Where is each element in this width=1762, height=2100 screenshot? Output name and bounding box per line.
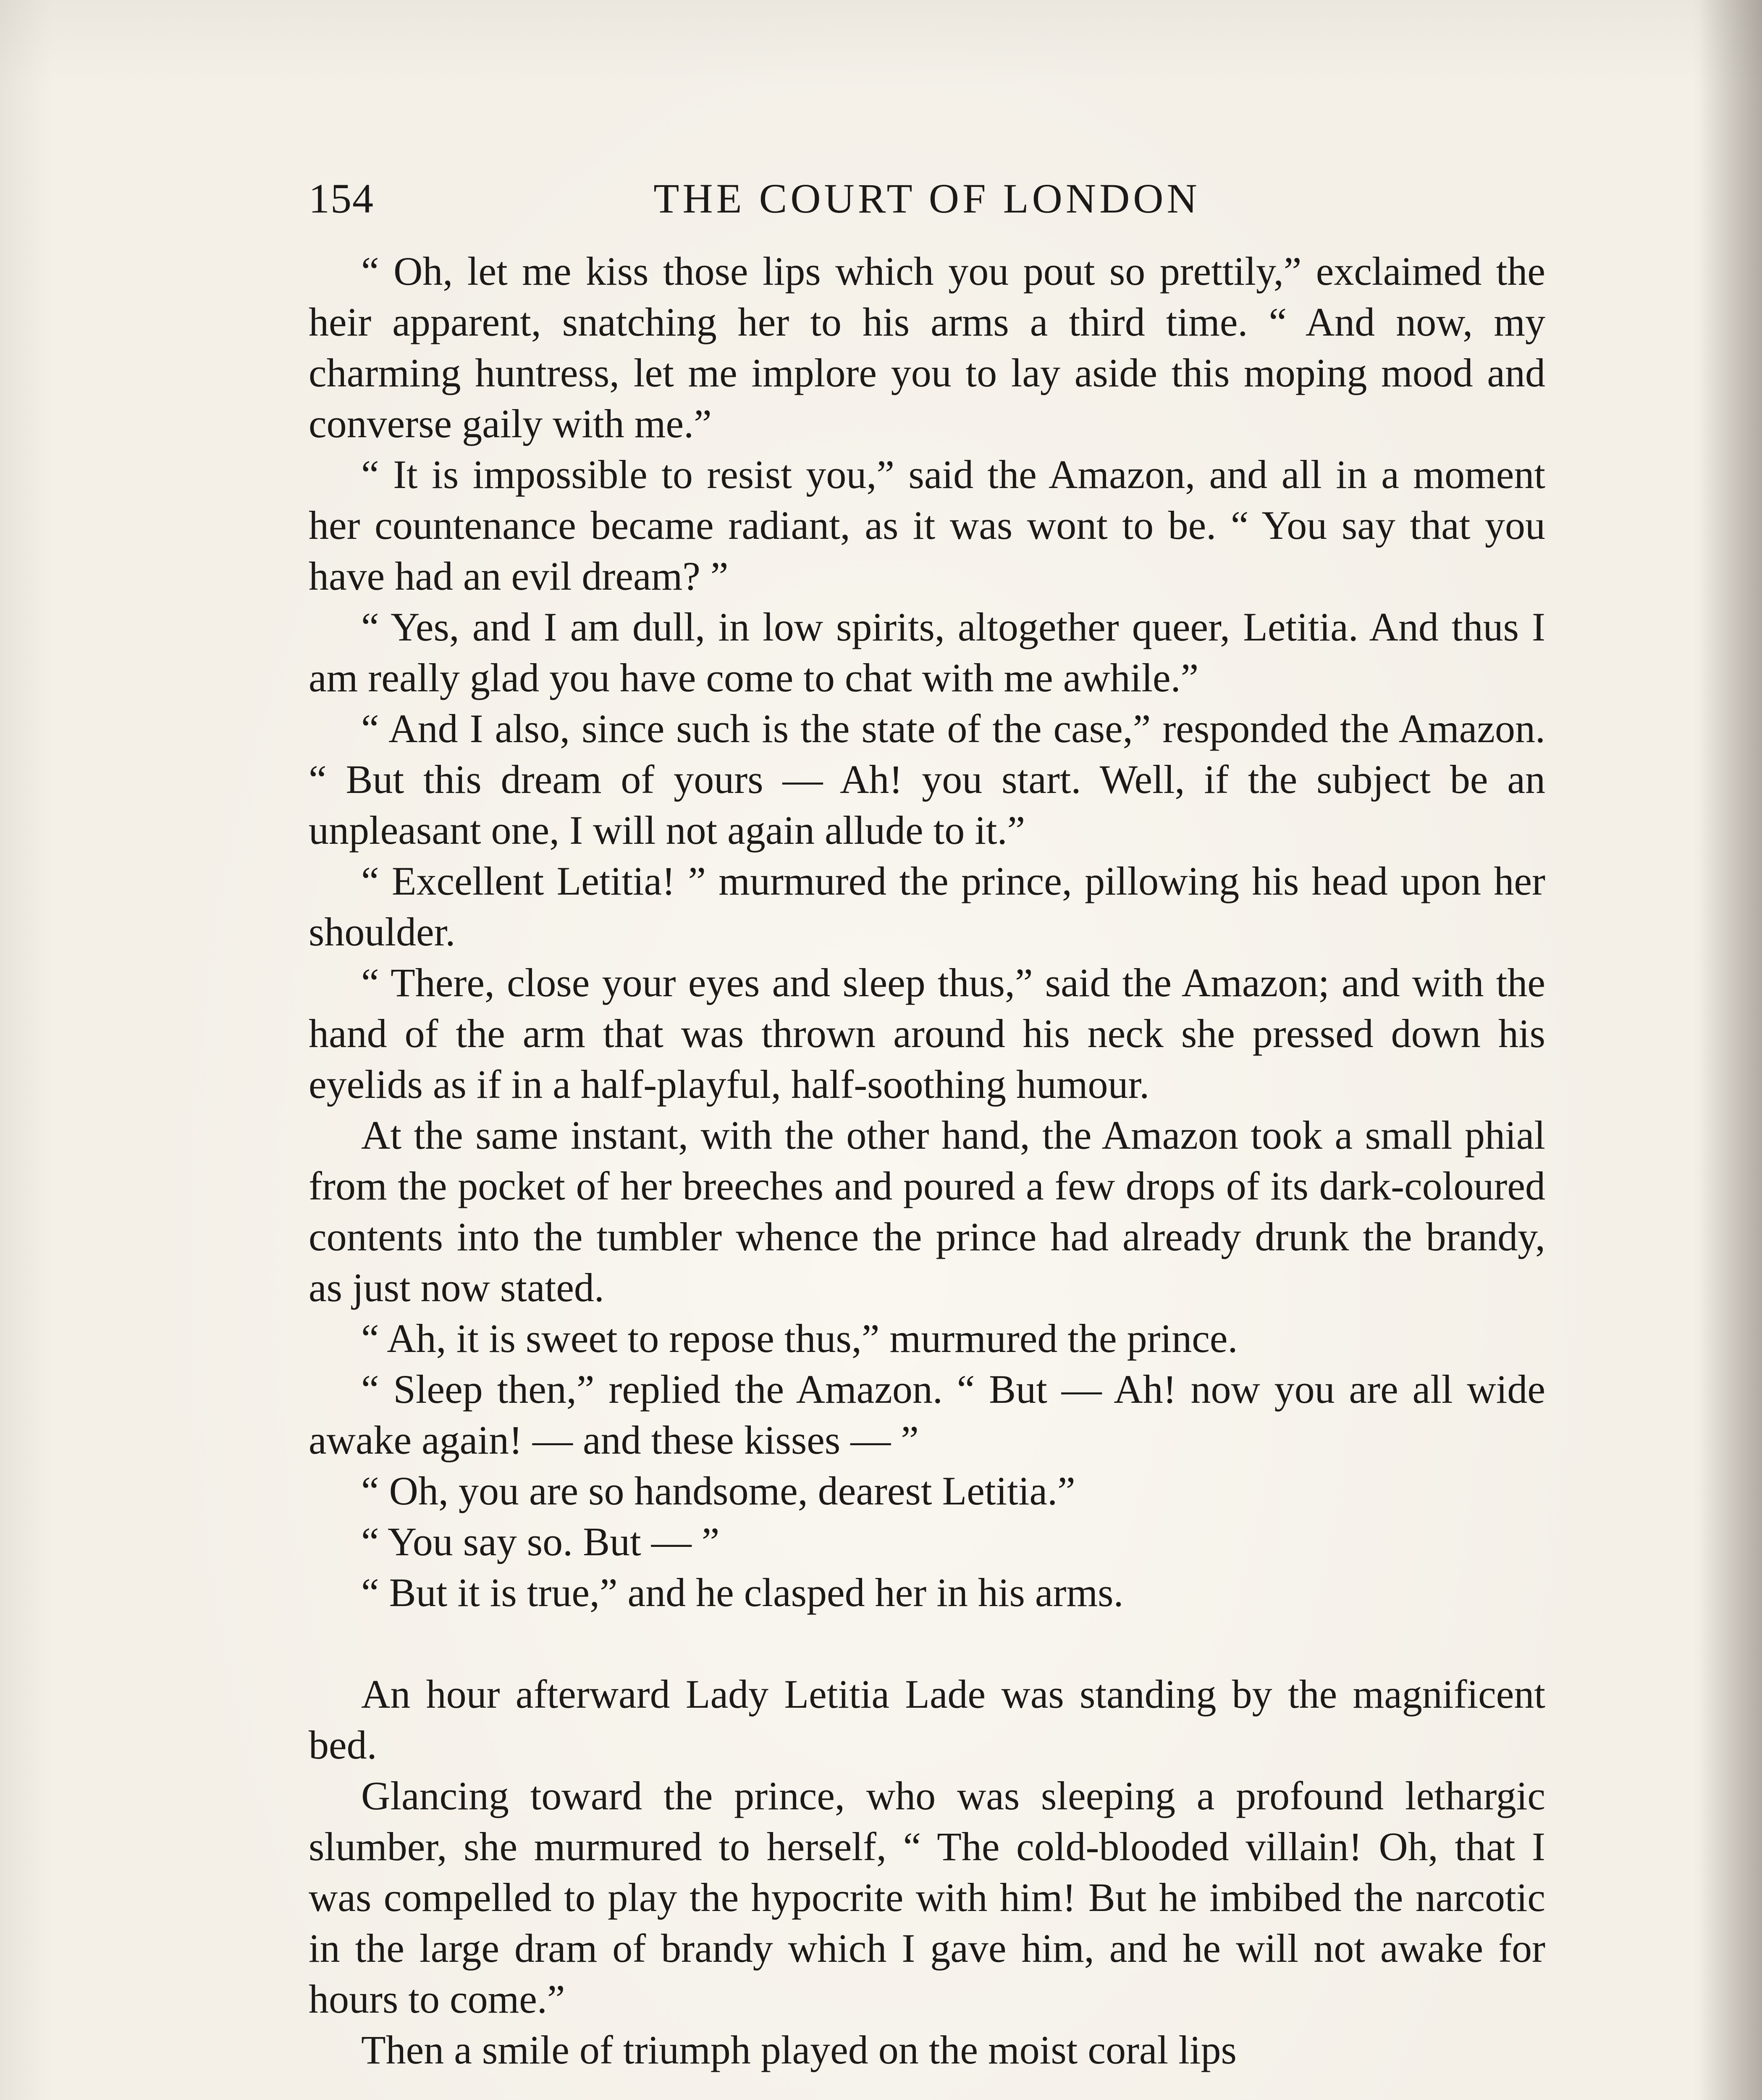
paragraph: “ Ah, it is sweet to repose thus,” murmured the prince. — [361, 1316, 1238, 1361]
paragraph: “ And I also, since such is the state of the case,” responded the Amazon. “ But this dream of yours — Ah! you start. Well, if the subject be an unpleasant one, I will not again allude to it.” — [309, 706, 1545, 853]
page-number: 154 — [309, 175, 374, 222]
paragraph: “ Yes, and I am dull, in low spirits, altogether queer, Letitia. And thus I am really glad you have come to chat with me awhile.” — [309, 604, 1545, 700]
paragraph: “ Oh, you are so handsome, dearest Letitia.” — [361, 1468, 1075, 1513]
paragraph: “ Excellent Letitia! ” murmured the prince, pillowing his head upon her shoulder. — [309, 858, 1545, 954]
paragraph: “ Oh, let me kiss those lips which you pout so prettily,” exclaimed the heir apparent, snatching her to his arms a third time. “ And now, my charming huntress, let me implore you to lay aside this moping mood and converse gaily with me.” — [309, 249, 1545, 446]
body-text — [309, 246, 1545, 2075]
paragraph: At the same instant, with the other hand, the Amazon took a small phial from the pocket of her breeches and poured a few drops of its dark-coloured contents into the tumbler whence the prince had already drunk the brandy, as just now stated. — [309, 1113, 1545, 1310]
paragraph: “ Sleep then,” replied the Amazon. “ But — Ah! now you are all wide awake again! — and these kisses — ” — [309, 1367, 1545, 1462]
page-edge-shadow — [1699, 0, 1762, 2100]
page-header — [309, 166, 1545, 233]
paragraph: “ There, close your eyes and sleep thus,” said the Amazon; and with the hand of the arm that was thrown around his neck she pressed down his eyelids as if in a half-playful, half-soothing humour. — [309, 960, 1545, 1107]
paragraph: “ You say so. But — ” — [361, 1519, 720, 1564]
paragraph: “ But it is true,” and he clasped her in his arms. — [361, 1570, 1124, 1615]
paragraph: An hour afterward Lady Letitia Lade was standing by the magnificent bed. — [309, 1672, 1545, 1767]
paragraph: Glancing toward the prince, who was sleeping a profound lethargic slumber, she murmured to herself, “ The cold-blooded villain! Oh, that I was compelled to play the hypocrite with him! But he imbibed the narcotic in the large dram of brandy which I gave him, and he will not awake for hours to come.” — [309, 1773, 1545, 2021]
running-title: THE COURT OF LONDON — [653, 175, 1201, 222]
paragraph: Then a smile of triumph played on the moist coral lips — [361, 2027, 1237, 2072]
paragraph: “ It is impossible to resist you,” said the Amazon, and all in a moment her countenance became radiant, as it was wont to be. “ You say that you have had an evil dream? ” — [309, 452, 1545, 598]
